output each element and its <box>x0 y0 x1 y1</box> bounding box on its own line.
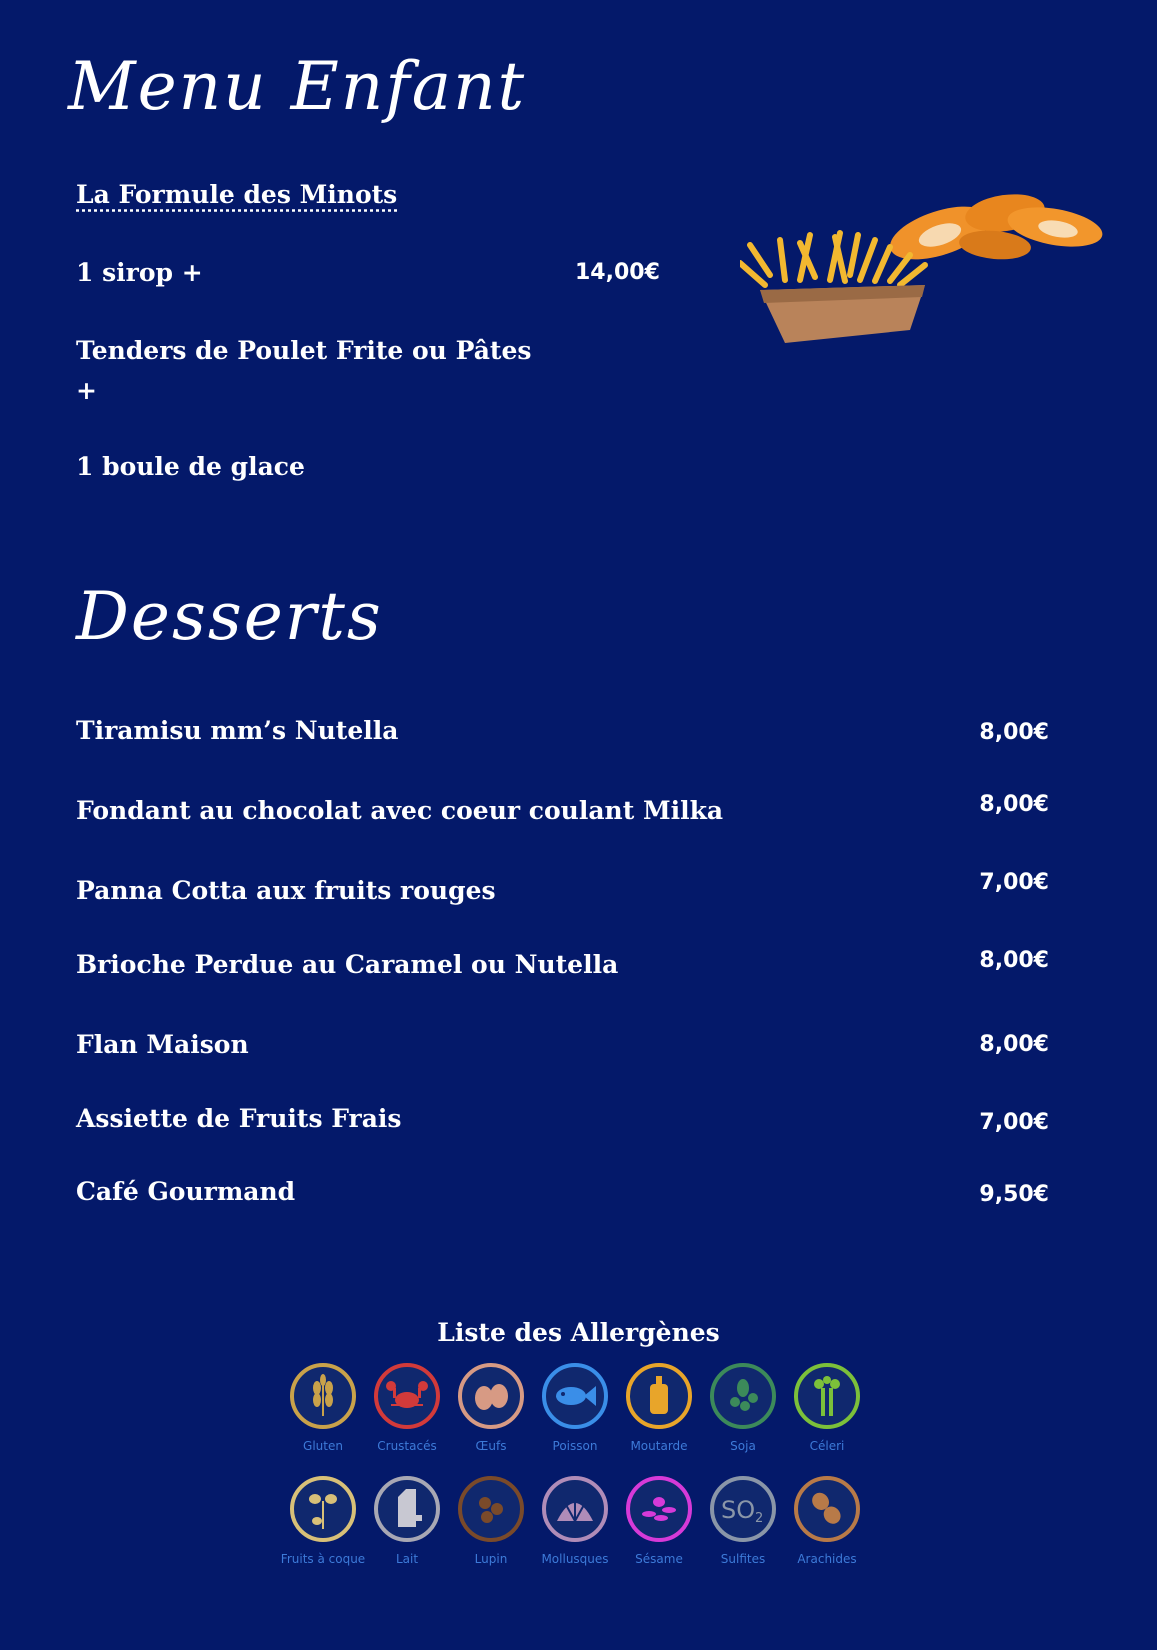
formule-name: La Formule des Minots <box>76 180 398 209</box>
menu-enfant-title: Menu Enfant <box>68 48 527 125</box>
sesame-icon <box>626 1476 692 1542</box>
allergen-label: Œufs <box>475 1439 507 1453</box>
fries-and-tenders-illustration <box>740 185 1125 365</box>
dessert-name: Flan Maison <box>76 1030 249 1059</box>
dessert-price: 8,00€ <box>979 948 1049 973</box>
allergen-label: Sésame <box>635 1552 683 1566</box>
dessert-name: Assiette de Fruits Frais <box>76 1104 402 1133</box>
lupin-icon <box>458 1476 524 1542</box>
so2-icon <box>710 1476 776 1542</box>
svg-text:2: 2 <box>755 1511 764 1526</box>
mustard-icon <box>626 1363 692 1429</box>
formule-line-plus: + <box>76 376 97 405</box>
dessert-price: 8,00€ <box>979 792 1049 817</box>
formule-line-tenders: Tenders de Poulet Frite ou Pâtes <box>76 336 532 365</box>
dessert-name: Tiramisu mm’s Nutella <box>76 716 399 745</box>
dessert-name: Café Gourmand <box>76 1177 296 1206</box>
allergen-label: Poisson <box>552 1439 598 1453</box>
dessert-price: 7,00€ <box>979 1110 1049 1135</box>
formule-line-glace: 1 boule de glace <box>76 452 305 481</box>
formule-price: 14,00€ <box>575 260 660 285</box>
milk-icon <box>374 1476 440 1542</box>
dessert-name: Panna Cotta aux fruits rouges <box>76 876 496 905</box>
dessert-name: Brioche Perdue au Caramel ou Nutella <box>76 950 619 979</box>
allergen-label: Fruits à coque <box>280 1552 366 1566</box>
dessert-price: 8,00€ <box>979 720 1049 745</box>
chicken-tenders-icon <box>884 190 1106 270</box>
allergen-label: Soja <box>730 1439 756 1453</box>
dessert-price: 7,00€ <box>979 870 1049 895</box>
allergen-label: Lait <box>395 1552 419 1566</box>
allergen-label: Céleri <box>809 1439 845 1453</box>
fish-icon <box>542 1363 608 1429</box>
eggs-icon <box>458 1363 524 1429</box>
allergen-label: Mollusques <box>541 1552 609 1566</box>
desserts-title: Desserts <box>76 578 383 655</box>
formule-line-sirop: 1 sirop + <box>76 258 203 287</box>
allergen-label: Arachides <box>797 1552 857 1566</box>
allergen-label: Gluten <box>303 1439 343 1453</box>
dessert-price: 8,00€ <box>979 1032 1049 1057</box>
allergen-celeri <box>782 1363 872 1453</box>
allergen-label: Moutarde <box>630 1439 688 1453</box>
allergen-label: Sulfites <box>720 1552 766 1566</box>
allergen-label: Crustacés <box>377 1439 437 1453</box>
allergen-label: Lupin <box>474 1552 508 1566</box>
dessert-price: 9,50€ <box>979 1182 1049 1207</box>
allergen-list-title: Liste des Allergènes <box>437 1318 720 1347</box>
soy-icon <box>710 1363 776 1429</box>
wheat-icon <box>290 1363 356 1429</box>
peanut-icon <box>794 1476 860 1542</box>
allergen-arachides <box>782 1476 872 1566</box>
crab-icon <box>374 1363 440 1429</box>
nuts-icon <box>290 1476 356 1542</box>
celery-icon <box>794 1363 860 1429</box>
dessert-name: Fondant au chocolat avec coeur coulant Milka <box>76 796 724 825</box>
svg-text:SO: SO <box>721 1496 756 1524</box>
shell-icon <box>542 1476 608 1542</box>
